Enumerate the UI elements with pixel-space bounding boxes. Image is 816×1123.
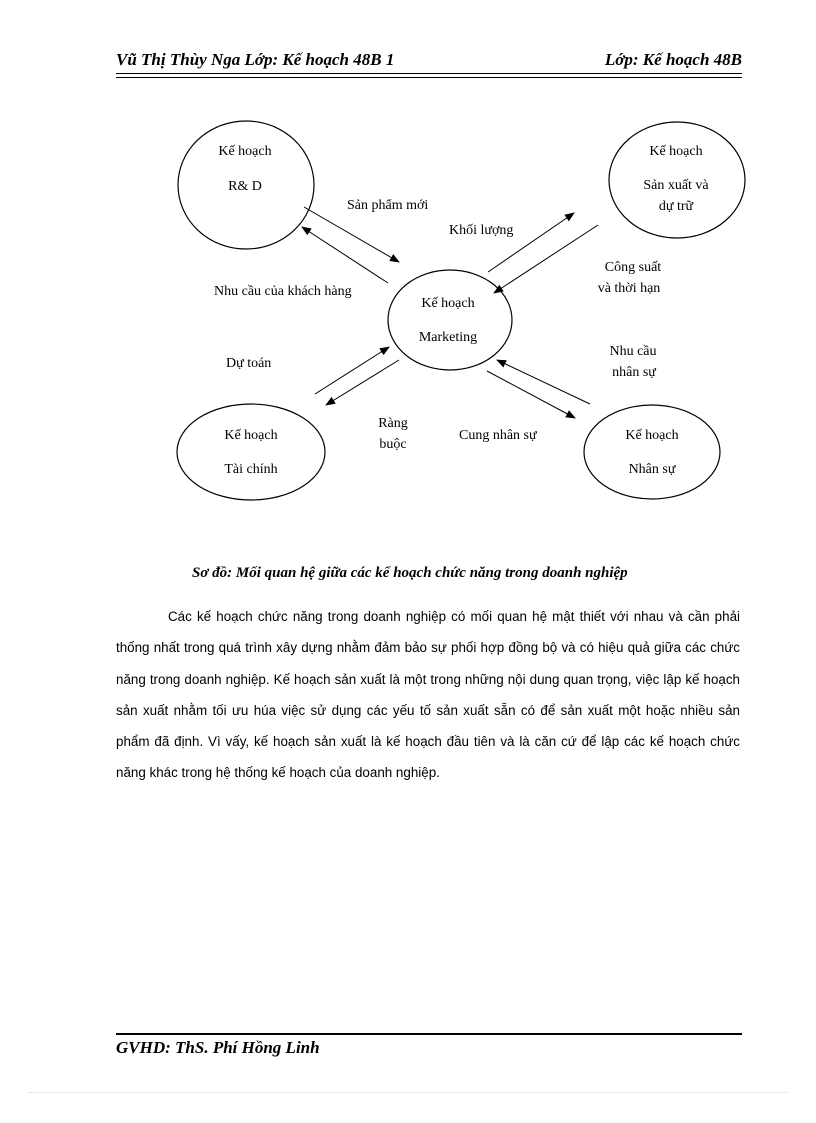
arrow-marketing-to-rd: [302, 227, 388, 283]
label-customer-needs: Nhu cầu của khách hàng: [214, 284, 352, 299]
label-constraint-line2: buộc: [379, 437, 407, 452]
node-hr: [584, 405, 720, 499]
node-production-line1: Kế hoạch: [649, 144, 703, 159]
node-rd-line2: R& D: [228, 179, 262, 194]
body-paragraph: Các kế hoạch chức năng trong doanh nghiệp có mối quan hệ mật thiết với nhau và cần phải thống nhất trong quá trình xây dựng nhằm đảm bảo sự phối hợp đồng bộ và có hiệu quả giữa các chức năng trong doanh nghiệp. Kế hoạch sản xuất là một trong những nội dung quan trọng, việc lập kế hoạch sản xuất nhằm tối ưu húa việc sử dụng các yếu tố sản xuất sẵn có để sản xuất một hoặc nhiều sản phẩm đã định. Vì vấy, kế hoạch sản xuất là kế hoạch đầu tiên và là căn cứ để lập các kế hoạch chức năng khác trong hệ thống kế hoạch của doanh nghiệp.: [116, 609, 740, 781]
page-bottom-dotted-line: [28, 1092, 788, 1093]
footer-rule: [116, 1033, 742, 1035]
node-marketing-line1: Kế hoạch: [421, 296, 475, 311]
node-finance: [177, 404, 325, 500]
node-marketing-line2: Marketing: [418, 330, 478, 345]
arrow-rd-to-marketing: [304, 207, 399, 262]
label-capacity-line1: Công suất: [604, 260, 662, 275]
label-capacity-line2: và thời hạn: [597, 281, 661, 296]
label-new-product: Sản phẩm mới: [347, 198, 429, 213]
node-hr-line1: Kế hoạch: [625, 428, 679, 443]
node-finance-line2: Tài chính: [224, 462, 278, 477]
header-right: Lớp: Kế hoạch 48B: [604, 50, 742, 69]
label-volume: Khối lượng: [449, 223, 514, 238]
header-left: Vũ Thị Thùy Nga Lớp: Kế hoạch 48B 1: [116, 50, 395, 69]
label-staff-supply: Cung nhân sự: [459, 428, 537, 443]
node-production-line2: Sản xuất và: [643, 178, 709, 193]
arrow-marketing-to-hr: [487, 371, 575, 418]
arrow-hr-to-marketing: [497, 360, 590, 404]
label-staff-needs-line2: nhân sự: [612, 365, 656, 380]
footer-supervisor: GVHD: ThS. Phí Hồng Linh: [116, 1038, 320, 1057]
label-constraint-line1: Ràng: [378, 416, 408, 431]
arrow-marketing-to-finance: [326, 360, 399, 405]
node-finance-line1: Kế hoạch: [224, 428, 278, 443]
label-staff-needs-line1: Nhu cầu: [609, 344, 657, 359]
arrow-marketing-to-production: [488, 213, 574, 272]
label-budget: Dự toán: [226, 356, 272, 371]
node-production-line3: dự trữ: [658, 199, 694, 214]
functional-plans-diagram: [0, 0, 816, 540]
node-hr-line2: Nhân sự: [628, 462, 676, 477]
diagram-caption: Sơ đồ: Mối quan hệ giữa các kế hoạch chức năng trong doanh nghiệp: [192, 565, 628, 581]
node-rd-line1: Kế hoạch: [218, 144, 272, 159]
node-marketing: [388, 270, 512, 370]
arrow-finance-to-marketing: [315, 347, 389, 394]
